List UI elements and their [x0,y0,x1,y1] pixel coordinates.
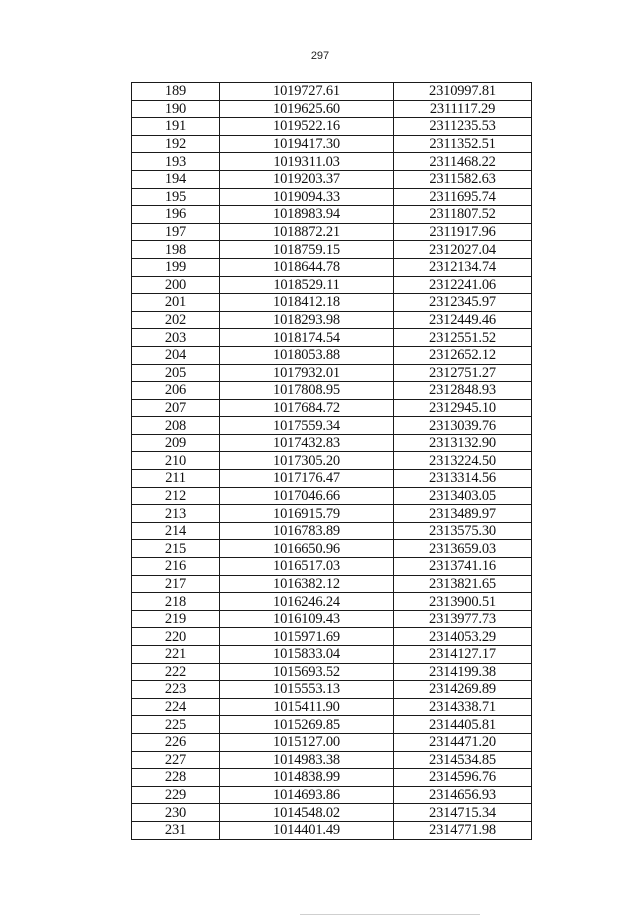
y-coordinate-cell: 2314199.38 [394,663,532,681]
x-coordinate-cell: 1016109.43 [220,610,394,628]
table-row [132,188,532,206]
point-number-cell: 221 [132,646,220,664]
y-coordinate-cell: 2312449.46 [394,311,532,329]
point-number-cell: 210 [132,452,220,470]
x-coordinate-cell: 1016783.89 [220,522,394,540]
y-coordinate-cell: 2314127.17 [394,646,532,664]
y-coordinate-cell: 2313132.90 [394,434,532,452]
table-row [132,241,532,259]
table-row [132,382,532,400]
y-coordinate-cell: 2313039.76 [394,417,532,435]
x-coordinate-cell: 1018293.98 [220,311,394,329]
table-row [132,628,532,646]
x-coordinate-cell: 1018644.78 [220,258,394,276]
point-number-cell: 196 [132,206,220,224]
x-coordinate-cell: 1016517.03 [220,558,394,576]
y-coordinate-cell: 2313659.03 [394,540,532,558]
table-row [132,223,532,241]
y-coordinate-cell: 2314405.81 [394,716,532,734]
point-number-cell: 205 [132,364,220,382]
point-number-cell: 202 [132,311,220,329]
page-number: 297 [310,50,330,62]
point-number-cell: 214 [132,522,220,540]
point-number-cell: 222 [132,663,220,681]
y-coordinate-cell: 2313741.16 [394,558,532,576]
y-coordinate-cell: 2311235.53 [394,118,532,136]
y-coordinate-cell: 2312241.06 [394,276,532,294]
x-coordinate-cell: 1015553.13 [220,681,394,699]
x-coordinate-cell: 1015833.04 [220,646,394,664]
x-coordinate-cell: 1017932.01 [220,364,394,382]
table-row [132,434,532,452]
point-number-cell: 199 [132,258,220,276]
point-number-cell: 226 [132,733,220,751]
point-number-cell: 220 [132,628,220,646]
x-coordinate-cell: 1017176.47 [220,470,394,488]
table-row [132,364,532,382]
x-coordinate-cell: 1015693.52 [220,663,394,681]
point-number-cell: 228 [132,769,220,787]
point-number-cell: 198 [132,241,220,259]
table-row [132,170,532,188]
point-number-cell: 211 [132,470,220,488]
table-row [132,153,532,171]
x-coordinate-cell: 1017046.66 [220,487,394,505]
table-row [132,804,532,822]
x-coordinate-cell: 1015269.85 [220,716,394,734]
table-row [132,206,532,224]
x-coordinate-cell: 1018872.21 [220,223,394,241]
y-coordinate-cell: 2313900.51 [394,593,532,611]
x-coordinate-cell: 1015971.69 [220,628,394,646]
x-coordinate-cell: 1016382.12 [220,575,394,593]
table-row [132,487,532,505]
y-coordinate-cell: 2313575.30 [394,522,532,540]
table-row [132,417,532,435]
x-coordinate-cell: 1019094.33 [220,188,394,206]
x-coordinate-cell: 1016650.96 [220,540,394,558]
point-number-cell: 194 [132,170,220,188]
y-coordinate-cell: 2314771.98 [394,821,532,839]
point-number-cell: 189 [132,83,220,101]
point-number-cell: 195 [132,188,220,206]
x-coordinate-cell: 1017432.83 [220,434,394,452]
table-row [132,593,532,611]
y-coordinate-cell: 2312848.93 [394,382,532,400]
x-coordinate-cell: 1019522.16 [220,118,394,136]
table-row [132,276,532,294]
y-coordinate-cell: 2312652.12 [394,346,532,364]
x-coordinate-cell: 1014548.02 [220,804,394,822]
point-number-cell: 218 [132,593,220,611]
y-coordinate-cell: 2312751.27 [394,364,532,382]
y-coordinate-cell: 2310997.81 [394,83,532,101]
table-row [132,522,532,540]
point-number-cell: 217 [132,575,220,593]
y-coordinate-cell: 2312945.10 [394,399,532,417]
point-number-cell: 227 [132,751,220,769]
x-coordinate-cell: 1016246.24 [220,593,394,611]
x-coordinate-cell: 1014838.99 [220,769,394,787]
point-number-cell: 197 [132,223,220,241]
table-row [132,663,532,681]
y-coordinate-cell: 2314596.76 [394,769,532,787]
table-row [132,329,532,347]
x-coordinate-cell: 1019203.37 [220,170,394,188]
x-coordinate-cell: 1018412.18 [220,294,394,312]
y-coordinate-cell: 2311582.63 [394,170,532,188]
y-coordinate-cell: 2314656.93 [394,786,532,804]
table-row [132,294,532,312]
table-row [132,346,532,364]
point-number-cell: 204 [132,346,220,364]
y-coordinate-cell: 2314053.29 [394,628,532,646]
point-number-cell: 212 [132,487,220,505]
x-coordinate-cell: 1019625.60 [220,100,394,118]
x-coordinate-cell: 1017305.20 [220,452,394,470]
table-row [132,258,532,276]
x-coordinate-cell: 1018759.15 [220,241,394,259]
y-coordinate-cell: 2313821.65 [394,575,532,593]
x-coordinate-cell: 1014401.49 [220,821,394,839]
y-coordinate-cell: 2312027.04 [394,241,532,259]
y-coordinate-cell: 2311468.22 [394,153,532,171]
x-coordinate-cell: 1019727.61 [220,83,394,101]
table-row [132,83,532,101]
table-row [132,399,532,417]
x-coordinate-cell: 1014693.86 [220,786,394,804]
x-coordinate-cell: 1018053.88 [220,346,394,364]
x-coordinate-cell: 1018529.11 [220,276,394,294]
table-row [132,470,532,488]
footer-rule [300,914,480,915]
x-coordinate-cell: 1017808.95 [220,382,394,400]
table-row [132,646,532,664]
point-number-cell: 190 [132,100,220,118]
point-number-cell: 191 [132,118,220,136]
table-row [132,733,532,751]
point-number-cell: 192 [132,135,220,153]
y-coordinate-cell: 2314471.20 [394,733,532,751]
point-number-cell: 208 [132,417,220,435]
x-coordinate-cell: 1014983.38 [220,751,394,769]
table-row [132,786,532,804]
point-number-cell: 225 [132,716,220,734]
point-number-cell: 215 [132,540,220,558]
table-row [132,135,532,153]
y-coordinate-cell: 2311807.52 [394,206,532,224]
y-coordinate-cell: 2311352.51 [394,135,532,153]
y-coordinate-cell: 2314269.89 [394,681,532,699]
point-number-cell: 201 [132,294,220,312]
point-number-cell: 200 [132,276,220,294]
point-number-cell: 193 [132,153,220,171]
table-row [132,540,532,558]
point-number-cell: 229 [132,786,220,804]
y-coordinate-cell: 2314534.85 [394,751,532,769]
coordinates-table [131,82,532,840]
table-row [132,575,532,593]
table-row [132,118,532,136]
point-number-cell: 207 [132,399,220,417]
table-row [132,505,532,523]
point-number-cell: 206 [132,382,220,400]
point-number-cell: 231 [132,821,220,839]
table-row [132,681,532,699]
x-coordinate-cell: 1015127.00 [220,733,394,751]
point-number-cell: 219 [132,610,220,628]
table-row [132,452,532,470]
y-coordinate-cell: 2312345.97 [394,294,532,312]
coordinates-table-body [132,83,532,840]
table-row [132,769,532,787]
y-coordinate-cell: 2311117.29 [394,100,532,118]
y-coordinate-cell: 2313489.97 [394,505,532,523]
table-row [132,698,532,716]
y-coordinate-cell: 2313977.73 [394,610,532,628]
table-row [132,751,532,769]
point-number-cell: 223 [132,681,220,699]
point-number-cell: 224 [132,698,220,716]
y-coordinate-cell: 2314338.71 [394,698,532,716]
table-row [132,311,532,329]
y-coordinate-cell: 2313314.56 [394,470,532,488]
point-number-cell: 203 [132,329,220,347]
x-coordinate-cell: 1018174.54 [220,329,394,347]
x-coordinate-cell: 1015411.90 [220,698,394,716]
y-coordinate-cell: 2313224.50 [394,452,532,470]
point-number-cell: 213 [132,505,220,523]
y-coordinate-cell: 2311917.96 [394,223,532,241]
y-coordinate-cell: 2312134.74 [394,258,532,276]
table-row [132,610,532,628]
x-coordinate-cell: 1019417.30 [220,135,394,153]
table-row [132,100,532,118]
x-coordinate-cell: 1016915.79 [220,505,394,523]
x-coordinate-cell: 1017684.72 [220,399,394,417]
point-number-cell: 216 [132,558,220,576]
y-coordinate-cell: 2314715.34 [394,804,532,822]
point-number-cell: 209 [132,434,220,452]
table-row [132,558,532,576]
x-coordinate-cell: 1017559.34 [220,417,394,435]
y-coordinate-cell: 2313403.05 [394,487,532,505]
x-coordinate-cell: 1018983.94 [220,206,394,224]
point-number-cell: 230 [132,804,220,822]
y-coordinate-cell: 2311695.74 [394,188,532,206]
table-row [132,821,532,839]
x-coordinate-cell: 1019311.03 [220,153,394,171]
table-row [132,716,532,734]
y-coordinate-cell: 2312551.52 [394,329,532,347]
